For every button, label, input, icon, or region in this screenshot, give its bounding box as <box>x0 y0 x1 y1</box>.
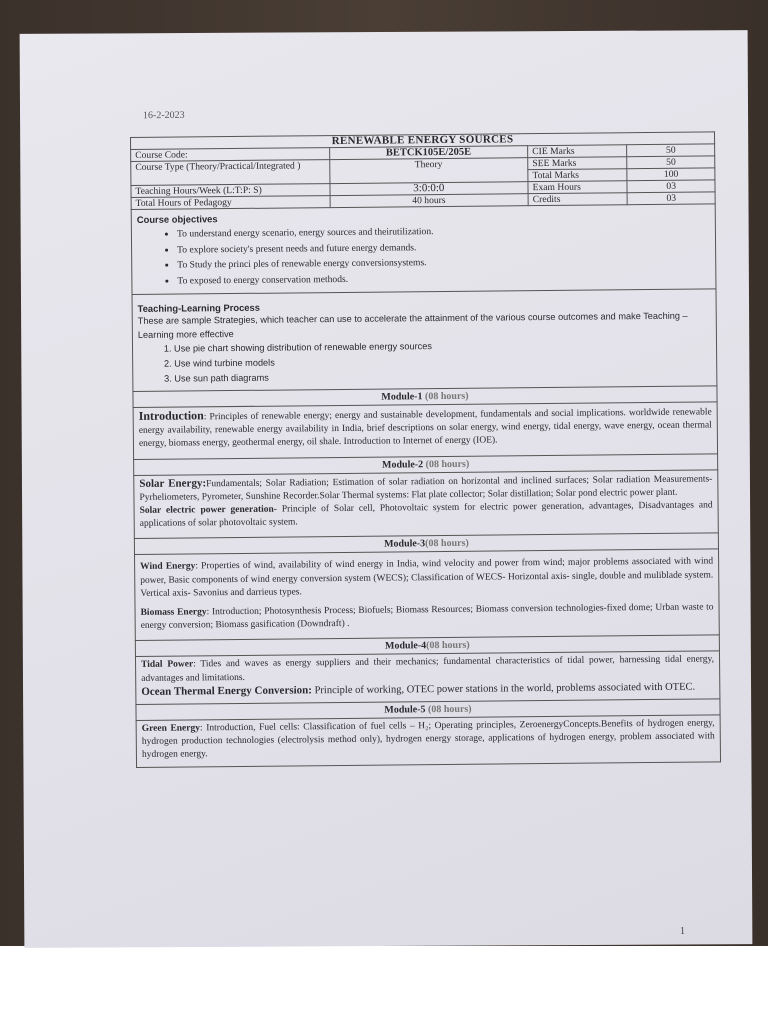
module-name: Module-2 <box>381 458 426 471</box>
section-text: : Introduction, Fuel cells: Classification of fuel cells – H₂; Operating principles, ZeroenergyConcepts.Benefits of hydrogen energy, hydrogen production technologies (electrolysis method only), hydrogen energy storage, applications of hydrogen energy, problem associated with hydrogen energy. <box>141 718 715 761</box>
mark-label: Credits <box>528 193 627 206</box>
course-title: RENEWABLE ENERGY SOURCES <box>131 132 715 150</box>
objectives-heading: Course objectives <box>136 213 218 225</box>
module-body <box>133 470 719 539</box>
module-1 <box>132 386 718 459</box>
teaching-learning-section <box>132 289 718 392</box>
mark-label: CIE Marks <box>528 145 627 158</box>
section-text: Principle of working, OTEC power stations in the world, problems associated with OTEC. <box>311 681 696 697</box>
module-body <box>135 652 720 705</box>
mark-value: 50 <box>627 156 715 169</box>
objective-item: • To understand energy scenario, energy sources and theirutilization. <box>177 221 710 242</box>
objective-item: • To explore society's present needs and future energy demands. <box>177 237 710 258</box>
row-label: Total Hours of Pedagogy <box>131 196 330 210</box>
row-label: Course Code: <box>131 148 330 162</box>
mark-label: Total Marks <box>528 169 627 182</box>
objective-item: • To Study the princi ples of renewable energy conversionsystems. <box>177 252 710 273</box>
section-term: Introduction <box>138 408 204 423</box>
section-text: : Tides and waves as energy suppliers and their mechanics; fundamental characteristics of tidal power, harnessing tidal energy, advantages and limitations. <box>141 654 715 684</box>
section-term: Tidal Power <box>141 659 194 671</box>
module-2 <box>133 454 719 539</box>
row-label: Course Type (Theory/Practical/Integrated ) <box>131 160 330 186</box>
section-text: : Principles of renewable energy; energy and sustainable development, fundamentals and social implications. worldwide renewable energy availability, renewable energy availability in India, brief descriptions on solar energy, wind energy, tidal energy, wave energy, ocean thermal energy, biomass energy, geothermal energy, oil shale. Introduction to Internet of energy (IOE). <box>138 407 712 450</box>
row-label: Teaching Hours/Week (L:T:P: S) <box>131 184 330 198</box>
mark-label: SEE Marks <box>528 157 627 170</box>
teaching-intro: These are sample Strategies, which teacher can use to accelerate the attainment of the various course outcomes and make Teaching –Learning more effective <box>137 310 688 340</box>
section-text: - Principle of Solar cell, Photovoltaic system for electric power generation, advantages, Disadvantages and applications of solar photovoltaic system. <box>139 500 713 530</box>
module-3 <box>134 534 720 642</box>
section-text: : Properties of wind, availability of wind energy in India, wind velocity and power from wind; major problems associated with wind power, Basic components of wind energy conversion system (WECS); Classification of WECS- Horizontal axis- single, double and muliblade system. Vertical axis- Savonius and darrieus types. <box>140 556 714 599</box>
module-hours: (08 hours) <box>424 390 469 403</box>
section-term: Solar electric power generation <box>139 504 274 516</box>
syllabus-document <box>130 131 721 767</box>
module-name: Module-4 <box>384 640 427 653</box>
teaching-heading: Teaching-Learning Process <box>137 301 260 314</box>
mark-value: 50 <box>627 144 715 157</box>
module-hours: (08 hours) <box>425 538 469 550</box>
mark-value: 03 <box>627 180 715 193</box>
handwritten-date: 16-2-2023 <box>142 109 185 122</box>
module-body <box>134 550 720 642</box>
section-term: Solar Energy: <box>139 476 207 490</box>
teaching-item: 1. Use pie chart showing distribution of renewable energy sources <box>174 336 711 356</box>
module-hours: (08 hours) <box>426 640 470 652</box>
module-hours: (08 hours) <box>427 703 472 716</box>
section-term: Biomass Energy <box>140 607 207 618</box>
page-number: 1 <box>680 926 685 937</box>
module-name: Module-1 <box>381 391 426 403</box>
module-4 <box>135 636 721 705</box>
teaching-hours: 3:0:0:0 <box>330 182 529 196</box>
section-text: : Introduction; Photosynthesis Process; Biofuels; Biomass Resources; Biomass conversion technologies-fixed dome; Urban waste to energy conversion; Biomass gasification (Downdraft) . <box>140 602 714 632</box>
course-type: Theory <box>329 158 528 184</box>
mark-label: Exam Hours <box>528 181 627 194</box>
mark-value: 03 <box>627 192 715 205</box>
module-5 <box>135 699 721 767</box>
section-term: Green Energy <box>141 723 201 734</box>
teaching-item: 3. Use sun path diagrams <box>174 366 711 386</box>
module-hours: (08 hours) <box>425 458 470 470</box>
section-text: Fundamentals; Solar Radiation; Estimation of solar radiation on horizontal and inclined surfaces; Solar radiation Measurements- Pyrheliometers, Pyrometer, Sunshine Recorder.Solar Thermal systems: Flat plate collector; Solar distillation; Solar pond electric power plant. <box>139 474 713 503</box>
teaching-item: 2. Use wind turbine models <box>174 351 711 371</box>
module-body <box>136 715 721 767</box>
course-info-table <box>130 131 716 210</box>
section-term: Wind Energy <box>140 561 196 573</box>
module-name: Module-3 <box>383 538 426 551</box>
module-body <box>133 402 718 459</box>
section-term: Ocean Thermal Energy Conversion: <box>141 684 312 698</box>
mark-value: 100 <box>627 168 715 181</box>
pedagogy-hours: 40 hours <box>330 194 529 208</box>
module-name: Module-5 <box>384 704 429 716</box>
course-objectives-section <box>131 204 717 295</box>
objective-item: • To exposed to energy conservation methods. <box>177 268 710 289</box>
course-code: BETCK105E/205E <box>329 146 528 160</box>
